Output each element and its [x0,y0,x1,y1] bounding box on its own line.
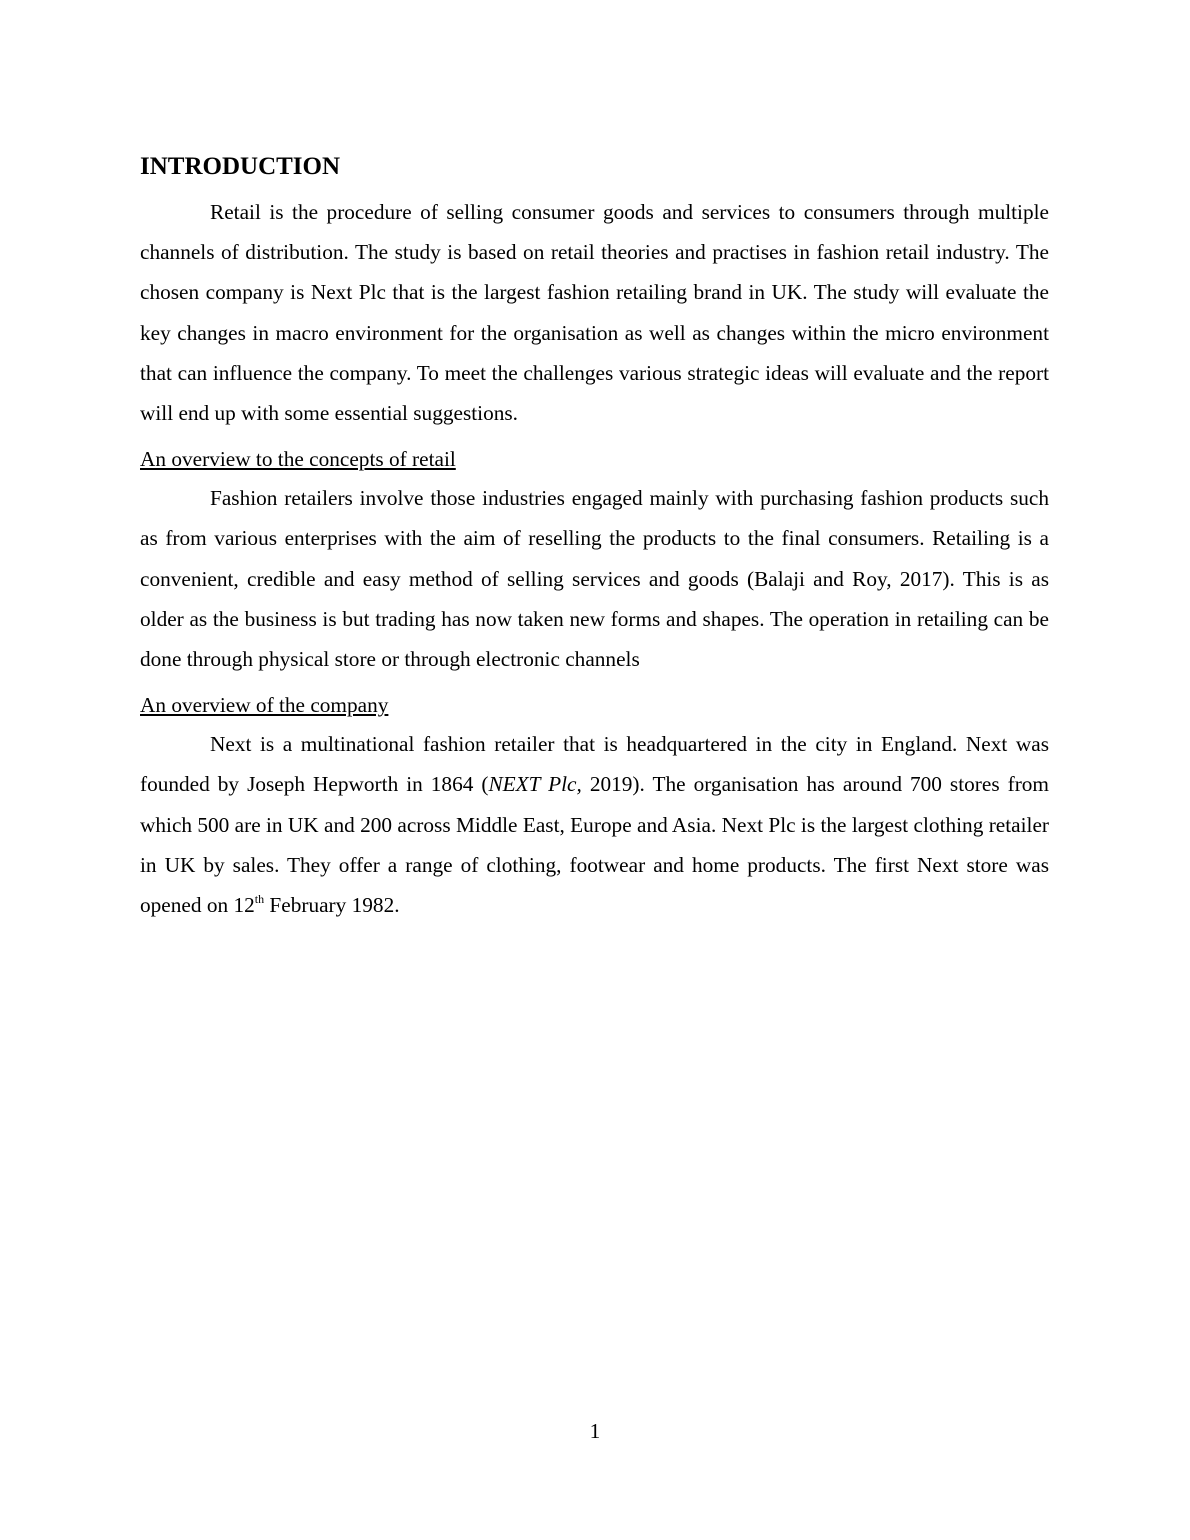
company-text-part2: 2019). The organisation has around 700 stores from which 500 are in UK and 200 across Middle East, Europe and Asia. Next Plc is the largest clothing retailer in UK by sales. They offer a range of clothing, footwear and home products. The first Next store was opened on 12 [140,772,1049,918]
subheading-retail-concepts: An overview to the concepts of retail [140,447,456,472]
citation-italic: NEXT Plc, [488,772,582,797]
document-page [140,150,1049,925]
subheading-company-overview: An overview of the company [140,693,389,718]
ordinal-superscript: th [254,892,265,907]
intro-paragraph: Retail is the procedure of selling consumer goods and services to consumers through multiple channels of distribution. The study is based on retail theories and practises in fashion retail industry. The chosen company is Next Plc that is the largest fashion retailing brand in UK. The study will evaluate the key changes in macro environment for the organisation as well as changes within the micro environment that can influence the company. To meet the challenges various strategic ideas will evaluate and the report will end up with some essential suggestions. [140,200,1049,426]
section-heading-introduction: INTRODUCTION [140,153,341,180]
retail-concepts-paragraph: Fashion retailers involve those industries engaged mainly with purchasing fashion products such as from various enterprises with the aim of reselling the products to the final consumers. Retailing is a convenient, credible and easy method of selling services and goods (Balaji and Roy, 2017). This is as older as the business is but trading has now taken new forms and shapes. The operation in retailing can be done through physical store or through electronic channels [140,486,1049,672]
company-text-part1: Next is a multinational fashion retailer that is headquartered in the city in England. Next was founded by Joseph Hepworth in 1864 ( [140,732,1049,797]
company-overview-paragraph [140,724,1049,925]
page-number: 1 [589,1419,601,1443]
company-text-part3: February 1982. [264,893,400,918]
